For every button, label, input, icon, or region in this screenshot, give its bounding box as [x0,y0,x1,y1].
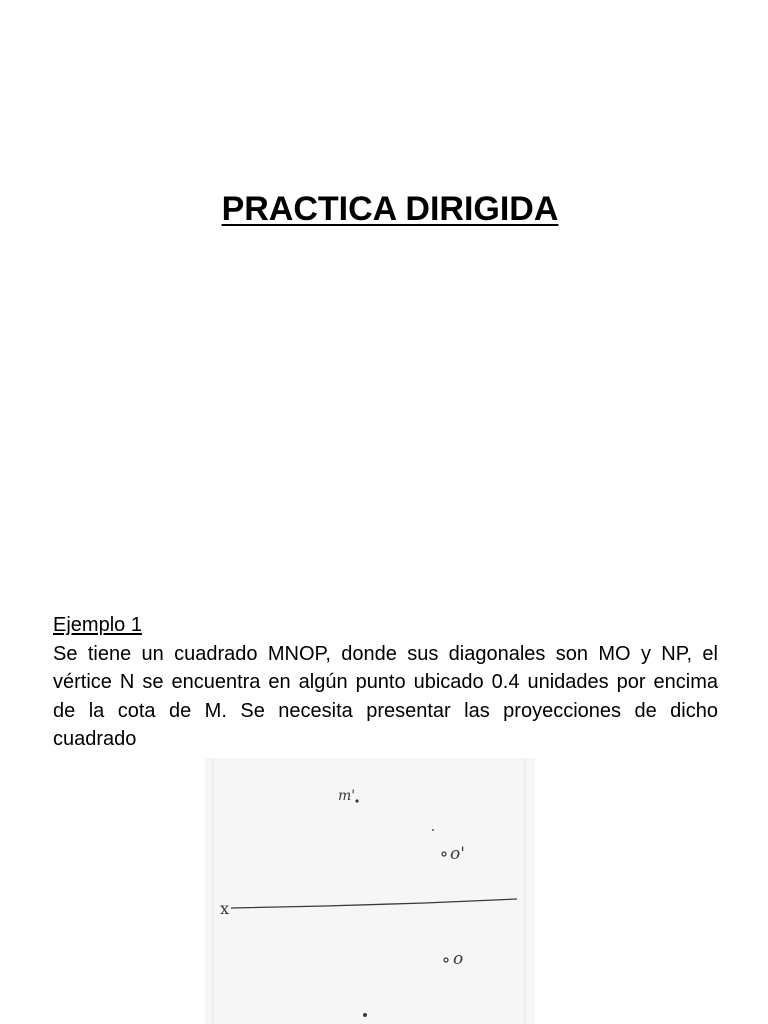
example-statement: Se tiene un cuadrado MNOP, donde sus diagonales son MO y NP, el vértice N se encuentra en algún punto ubicado 0.4 unidades por encima de la cota de M. Se necesita presentar las proyecciones de dicho cuadrado [53,642,718,750]
example-heading: Ejemplo 1 [53,614,142,636]
label-o-prime: o' [450,844,465,864]
label-x-axis: x [220,899,230,918]
page-title: PRACTICA DIRIGIDA [221,190,559,228]
scan-background [205,758,535,1024]
label-m-prime: m' [338,788,356,804]
example-section [53,611,718,754]
stray-mark [432,829,434,831]
label-o: o [453,949,464,969]
bottom-dot [363,1013,367,1017]
point-m-prime [355,799,358,802]
scanned-sketch [205,758,535,1024]
